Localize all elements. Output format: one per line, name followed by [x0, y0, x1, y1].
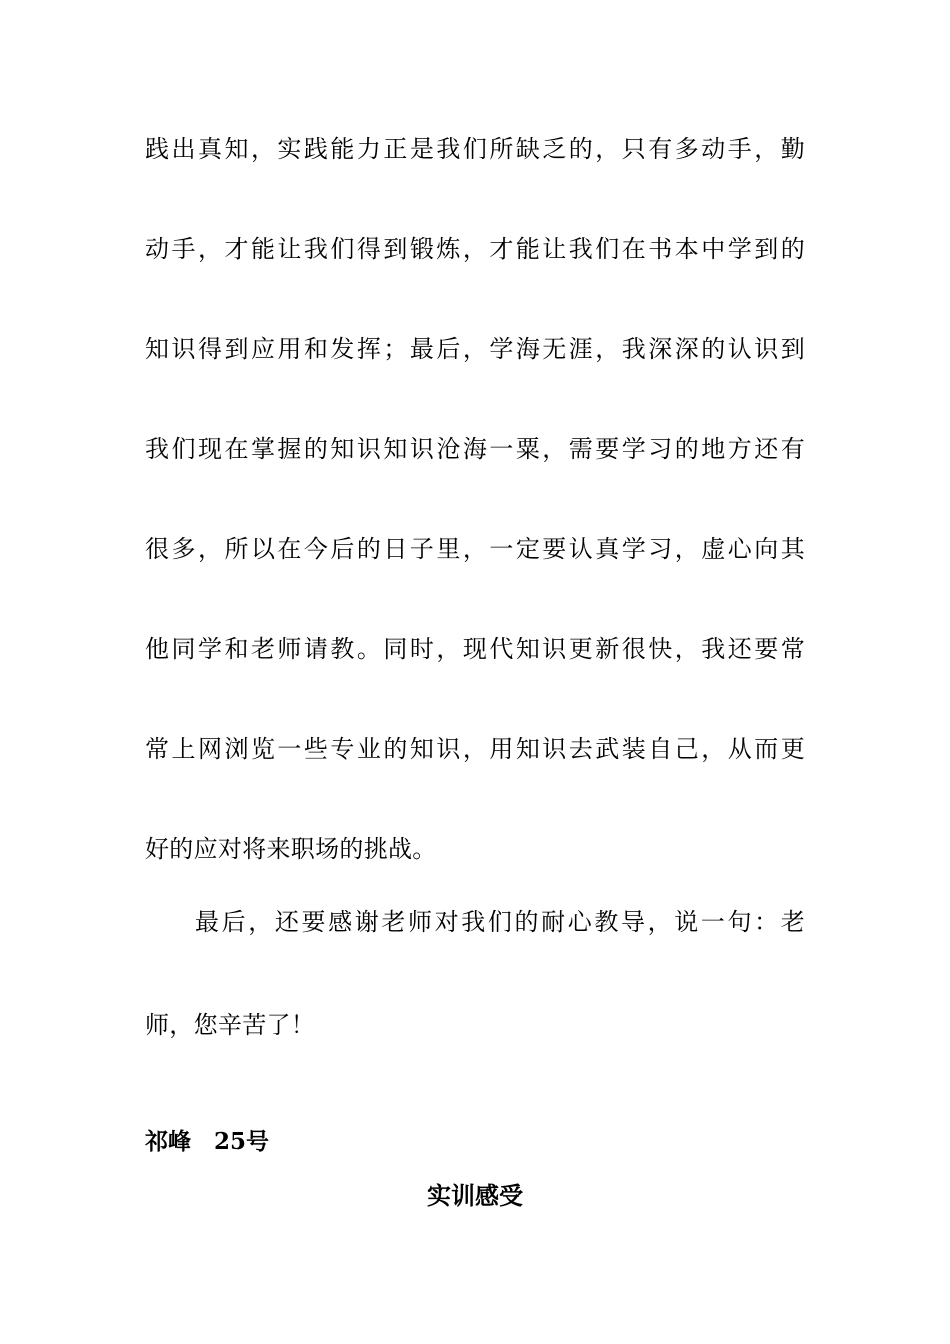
- author-signature: 祁峰 25号: [145, 1128, 270, 1155]
- body-text-line: 他同学和老师请教。同时，现代知识更新很快，我还要常: [145, 635, 805, 663]
- body-text-line: 践出真知，实践能力正是我们所缺乏的，只有多动手，勤: [145, 135, 805, 163]
- section-title: 实训感受: [427, 1181, 523, 1210]
- body-text-line-last: 好的应对将来职场的挑战。: [145, 835, 437, 863]
- body-text-line: 常上网浏览一些专业的知识，用知识去武装自己，从而更: [145, 735, 805, 763]
- body-text-line: 知识得到应用和发挥；最后，学海无涯，我深深的认识到: [145, 335, 805, 363]
- body-text-line: 动手，才能让我们得到锻炼，才能让我们在书本中学到的: [145, 235, 805, 263]
- closing-paragraph-line: 最后，还要感谢老师对我们的耐心教导，说一句：老: [195, 908, 805, 936]
- body-text-line: 我们现在掌握的知识知识沧海一粟，需要学习的地方还有: [145, 435, 805, 463]
- body-text-line: 很多，所以在今后的日子里，一定要认真学习，虚心向其: [145, 535, 805, 563]
- closing-paragraph-line-last: 师，您辛苦了！: [145, 1011, 316, 1039]
